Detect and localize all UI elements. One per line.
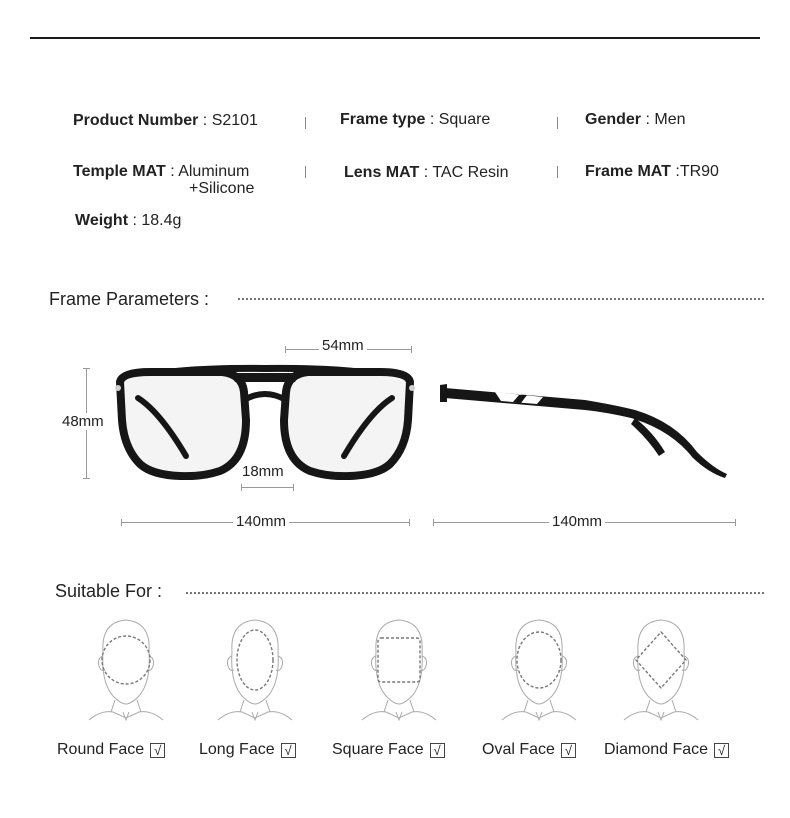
glasses-side-view: [435, 380, 740, 480]
spec-product-number: [73, 112, 258, 130]
spec-value: Men: [654, 111, 686, 128]
dimension-tick: [411, 346, 412, 353]
spec-sep: :: [670, 163, 680, 180]
dimension-tick: [409, 519, 410, 526]
spec-value: S2101: [211, 112, 258, 129]
column-separator: [557, 166, 558, 178]
spec-gender: [585, 111, 685, 129]
spec-value: TR90: [679, 163, 719, 180]
spec-sep: :: [128, 212, 142, 229]
face-illustration-square: [354, 612, 444, 722]
column-separator: [557, 117, 558, 129]
face-type-label: Diamond Face: [604, 741, 709, 758]
face-type-label: Long Face: [199, 741, 275, 758]
dimension-tick: [121, 519, 122, 526]
spec-value: Square: [438, 111, 491, 128]
spec-sep: :: [165, 163, 179, 180]
face-type-label: Square Face: [332, 741, 424, 758]
frame-parameters-title: Frame Parameters :: [49, 289, 217, 310]
face-type-diamond: [604, 741, 729, 759]
spec-sep: :: [425, 111, 439, 128]
temple-length-label: 140mm: [549, 513, 605, 530]
dimension-tick: [293, 484, 294, 491]
face-type-label: Round Face: [57, 741, 145, 758]
spec-key: Gender: [585, 111, 642, 128]
face-type-long: [199, 741, 296, 759]
glasses-front-view: [110, 360, 420, 480]
spec-weight: [75, 212, 181, 230]
check-mark-icon: √: [150, 743, 165, 758]
spec-sep: :: [641, 111, 655, 128]
suitable-for-title: Suitable For :: [55, 581, 170, 602]
spec-temple-mat-line2: [189, 180, 254, 198]
dimension-tick: [285, 346, 286, 353]
face-type-oval: [482, 741, 576, 759]
spec-key: Temple MAT: [73, 163, 166, 180]
spec-value: TAC Resin: [432, 164, 509, 181]
spec-value: Aluminum: [178, 163, 250, 180]
face-illustration-diamond: [616, 612, 706, 722]
lens-height-label: 48mm: [59, 413, 107, 430]
check-mark-icon: √: [281, 743, 296, 758]
spec-value: +Silicone: [189, 180, 255, 197]
frame-width-label: 140mm: [233, 513, 289, 530]
spec-key: Frame type: [340, 111, 426, 128]
dimension-tick: [735, 519, 736, 526]
spec-key: Weight: [75, 212, 129, 229]
dimension-tick: [433, 519, 434, 526]
spec-key: Product Number: [73, 112, 199, 129]
face-illustration-long: [210, 612, 300, 722]
check-mark-icon: √: [561, 743, 576, 758]
spec-key: Frame MAT: [585, 163, 671, 180]
dimension-tick: [83, 478, 90, 479]
spec-sep: :: [419, 164, 433, 181]
face-type-round: [57, 741, 165, 759]
check-mark-icon: √: [714, 743, 729, 758]
spec-value: 18.4g: [141, 212, 182, 229]
face-type-square: [332, 741, 445, 759]
check-mark-icon: √: [430, 743, 445, 758]
bridge-width-label: 18mm: [242, 463, 284, 480]
face-type-label: Oval Face: [482, 741, 555, 758]
spec-temple-mat: [73, 163, 249, 181]
dimension-tick: [83, 368, 90, 369]
lens-width-label: 54mm: [319, 337, 367, 354]
column-separator: [305, 117, 306, 129]
spec-frame-type: [340, 111, 490, 129]
top-divider: [30, 37, 760, 39]
spec-sep: :: [198, 112, 212, 129]
face-illustration-round: [81, 612, 171, 722]
spec-key: Lens MAT: [344, 164, 420, 181]
bridge-dimension-line: [241, 487, 293, 488]
spec-lens-mat: [344, 164, 508, 182]
column-separator: [305, 166, 306, 178]
section-dotted-rule: [186, 592, 764, 594]
face-illustration-oval: [494, 612, 584, 722]
dimension-tick: [241, 484, 242, 491]
section-dotted-rule: [238, 298, 764, 300]
spec-frame-mat: [585, 163, 719, 181]
